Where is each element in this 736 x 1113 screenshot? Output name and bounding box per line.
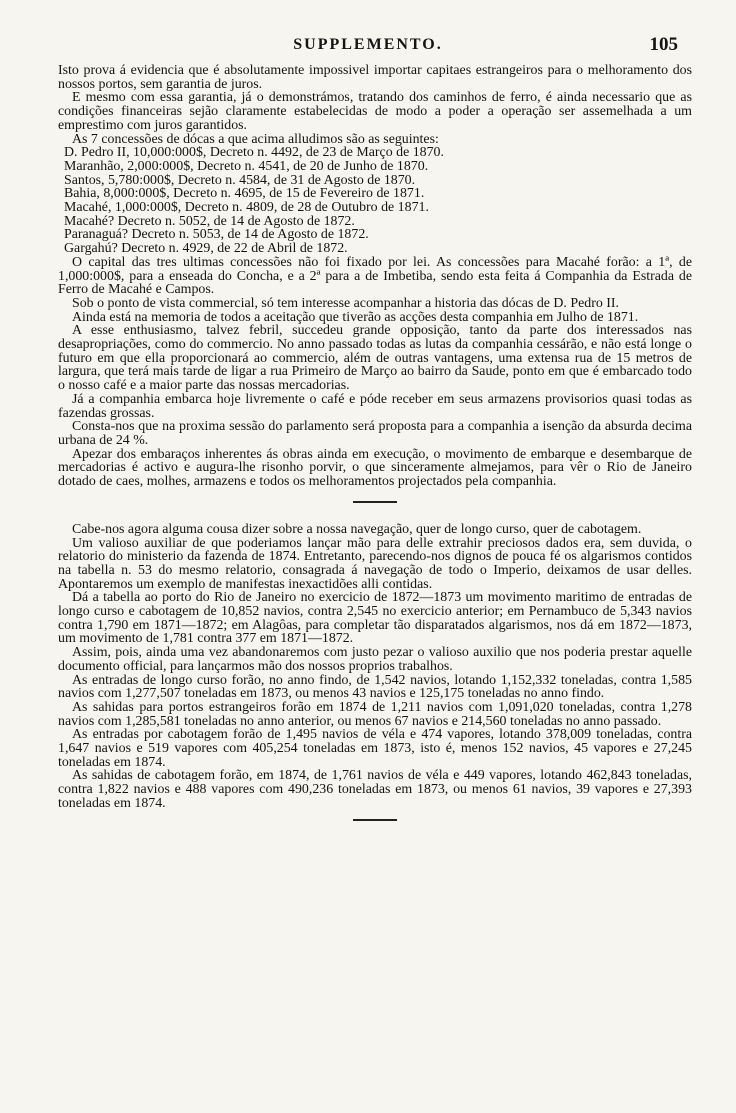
list-item: Macahé, 1,000:000$, Decreto n. 4809, de 28 de Outubro de 1871. xyxy=(64,200,429,216)
paragraph: As entradas de longo curso forão, no anno findo, de 1,542 navios, lotando 1,152,332 toneladas, contra 1,585 navios com 1,277,507 toneladas em 1873, ou menos 43 navios e 125,175 toneladas no anno findo. xyxy=(58,672,692,702)
header-title: SUPPLEMENTO. xyxy=(293,36,443,53)
paragraph: Já a companhia embarca hoje livremente o café e póde receber em seus armazens provisorios quasi todas as fazendas grossas. xyxy=(58,391,692,421)
list-item: Bahia, 8,000:000$, Decreto n. 4695, de 15 de Fevereiro de 1871. xyxy=(64,186,425,202)
concessions-list xyxy=(58,146,692,256)
paragraph: Um valioso auxiliar de que poderiamos lançar mão para delle extrahir preciosos dados era, sem duvida, o relatorio do ministerio da fazenda de 1874. Entretanto, parecendo-nos dignos de pouca fé os algarismos contidos na tabella n. 53 do mesmo relatorio, consagrada á navegação de todo o Imperio, deixamos de usar delles. Apontaremos um exemplo de manifestas inexactidões alli contidas. xyxy=(58,535,692,592)
end-divider xyxy=(353,819,397,821)
list-item: Santos, 5,780:000$, Decreto n. 4584, de 31 de Agosto de 1870. xyxy=(64,172,416,188)
list-item: D. Pedro II, 10,000:000$, Decreto n. 4492, de 23 de Março de 1870. xyxy=(64,145,444,161)
paragraph: As 7 concessões de dócas a que acima alludimos são as seguintes: xyxy=(72,131,439,147)
paragraph: As sahidas de cabotagem forão, em 1874, de 1,761 navios de véla e 449 vapores, lotando 462,843 toneladas, contra 1,822 navios e 488 vapores com 490,236 toneladas em 1873, ou menos 61 navios, 39 vapores e 27,393 toneladas em 1874. xyxy=(58,768,692,811)
paragraph: Sob o ponto de vista commercial, só tem interesse acompanhar a historia das dócas de D. Pedro II. xyxy=(72,295,619,311)
paragraph: Apezar dos embaraços inherentes ás obras ainda em execução, o movimento de embarque e desembarque de mercadorias é activo e augura-lhe risonho porvir, o que sinceramente almejamos, para vêr o Rio de Janeiro dotado de caes, molhes, armazens e todos os melhoramentos projectados pela companhia. xyxy=(58,446,692,490)
list-item: Gargahú? Decreto n. 4929, de 22 de Abril de 1872. xyxy=(64,241,348,257)
paragraph: Assim, pois, ainda uma vez abandonaremos com justo pezar o valioso auxilio que nos poderia prestar aquelle documento official, para lançarmos mão dos nossos proprios trabalhos. xyxy=(58,645,692,674)
paragraph: Isto prova á evidencia que é absolutamente impossivel importar capitaes estrangeiros para o melhoramento dos nossos portos, sem garantia de juros. xyxy=(58,63,692,92)
page-number: 105 xyxy=(649,34,678,55)
running-header xyxy=(0,36,736,58)
paragraph: Consta-nos que na proxima sessão do parlamento será proposta para a companhia a isenção da absurda decima urbana de 24 %. xyxy=(58,419,692,448)
paragraph: Dá a tabella ao porto do Rio de Janeiro no exercicio de 1872—1873 um movimento maritimo de entradas de longo curso e cabotagem de 10,852 navios, contra 2,545 no exercicio anterior; em Pernambuco de 5,343 navios contra 1,790 em 1871—1872; em Alagôas, para completar tão disparatados algarismos, nos dá em 1872—1873, um movimento de 1,781 contra 377 em 1871—1872. xyxy=(58,590,692,647)
list-item: Macahé? Decreto n. 5052, de 14 de Agosto de 1872. xyxy=(64,213,355,229)
paragraph: A esse enthusiasmo, talvez febril, succedeu grande opposição, tanto da parte dos interessados nas desapropriações, como do commercio. No anno passado todas as lutas da companhia cessárão, e não está longe o futuro em que ella proporcionará ao commercio, além de outras vantagens, uma extensa rua de 15 metros de largura, que terá mais tarde de ligar a rua Primeiro de Março ao bairro da Saude, ponto em que é embarcado todo o nosso café e a maior parte das nossas mercadorias. xyxy=(58,323,692,394)
section-divider xyxy=(353,501,397,503)
paragraph: O capital das tres ultimas concessões não foi fixado por lei. As concessões para Macahé forão: a 1ª, de 1,000:000$, para a enseada do Concha, e a 2ª para a de Imbetiba, sendo esta feita á Companhia da Estrada de Ferro de Macahé e Campos. xyxy=(58,254,692,298)
list-item: Maranhão, 2,000:000$, Decreto n. 4541, de 20 de Junho de 1870. xyxy=(64,158,429,174)
paragraph: As sahidas para portos estrangeiros forão em 1874 de 1,211 navios com 1,091,020 toneladas, contra 1,278 navios com 1,285,581 toneladas no anno anterior, ou menos 67 navios e 214,560 toneladas no anno passado. xyxy=(58,699,692,729)
paragraph: Ainda está na memoria de todos a aceitação que tiverão as acções desta companhia em Julho de 1871. xyxy=(72,309,639,325)
paragraph: E mesmo com essa garantia, já o demonstrámos, tratando dos caminhos de ferro, é ainda necessario que as condições financeiras sejão claramente estabelecidas de modo a poder a operação ser assemelhada a um emprestimo com juros garantidos. xyxy=(58,90,692,133)
paragraph: Cabe-nos agora alguma cousa dizer sobre a nossa navegação, quer de longo curso, quer de cabotagem. xyxy=(72,521,642,537)
article-body xyxy=(58,64,692,821)
list-item: Paranaguá? Decreto n. 5053, de 14 de Agosto de 1872. xyxy=(64,227,369,243)
paragraph: As entradas por cabotagem forão de 1,495 navios de véla e 474 vapores, lotando 378,009 toneladas, contra 1,647 navios e 519 vapores com 405,254 toneladas em 1873, isto é, menos 152 navios, 45 vapores e 27,245 toneladas em 1874. xyxy=(58,727,692,770)
